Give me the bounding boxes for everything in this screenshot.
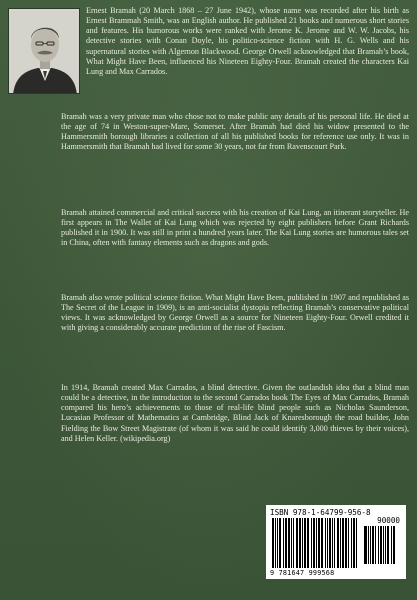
barcode-stripe: [368, 526, 369, 564]
barcode-stripe: [296, 518, 298, 568]
barcode-stripe: [387, 526, 389, 564]
barcode-stripe: [288, 518, 290, 568]
paragraph-private-life: Bramah was a very private man who chose not to make public any details of his personal life. He died at the age of 74 in Weston-super-Mare, Somerset. After Bramah had died his widow presented to the Hammersmith borough libraries a collection of all his published books for reference use only. It was in Hammersmith that Bramah had lived for some 30 years, not far from Ravenscourt Park.: [61, 112, 409, 152]
barcode-stripe: [283, 518, 284, 568]
paragraph-political-fiction: Bramah also wrote political science fiction. What Might Have Been, published in 1907 and republished as The Secret of the League in 1909), is an anti-socialist dystopia reflecting Bramah’s conservative political views. It was acknowledged by George Orwell as a source for Nineteen Eighty-Four. Orwell credited it with giving a considerably accurate prediction of the rise of Fascism.: [61, 293, 409, 333]
barcode-box: [266, 505, 406, 579]
barcode-stripe: [316, 518, 317, 568]
barcode-stripe: [380, 526, 382, 564]
barcode-number: 9 781647 999568: [270, 569, 335, 577]
barcode-stripe: [351, 518, 352, 568]
barcode-stripe: [275, 518, 276, 568]
barcode-stripe: [321, 518, 323, 568]
barcode-stripe: [337, 518, 339, 568]
barcode-stripe: [378, 526, 379, 564]
barcode-stripe: [348, 518, 349, 568]
barcode-stripe: [291, 518, 292, 568]
barcode-stripe: [293, 518, 294, 568]
paragraph-max-carrados: In 1914, Bramah created Max Carrados, a blind detective. Given the outlandish idea that a blind man could be a detective, in the introduction to the second Carrados book The Eyes of Max Carrados, Bramah compared his hero’s achievements to those of real-life blind people such as Nicholas Saunderson, Lucasian Professor of Mathematics at Cambridge, Blind Jack of Knaresborough the road builder, John Fielding the Bow Street Magistrate (of whom it was said he could identify 3,000 thieves by their voices), and Helen Keller. (wikipedia.org): [61, 383, 409, 443]
barcode-stripe: [334, 518, 335, 568]
barcode-stripe: [372, 526, 374, 564]
barcode-stripe: [329, 518, 331, 568]
barcode-stripe: [285, 518, 287, 568]
barcode-stripe: [342, 518, 344, 568]
barcode-stripe: [272, 518, 274, 568]
barcode-stripe: [311, 518, 312, 568]
paragraph-biography: Ernest Bramah (20 March 1868 – 27 June 1942), whose name was recorded after his birth as Ernest Brammah Smith, was an English author. He published 21 books and numerous short stories and features. His humorous works were ranked with Jerome K. Jerome and W. W. Jacobs, his detective stories with Conan Doyle, his politico-science fiction with H. G. Wells and his supernatural stories with Algernon Blackwood. George Orwell acknowledged that Bramah’s book, What Might Have Been, influenced his Nineteen Eighty-Four. Bramah created the characters Kai Lung and Max Carrados.: [86, 6, 409, 76]
barcode-stripe: [364, 526, 367, 564]
barcode-stripe: [313, 518, 315, 568]
price-barcode-icon: [364, 526, 398, 564]
barcode-stripe: [345, 518, 347, 568]
barcode-stripe: [299, 518, 301, 568]
barcode-stripe: [385, 526, 386, 564]
barcode-stripe: [302, 518, 303, 568]
barcode-icon: [272, 518, 360, 568]
barcode-stripe: [340, 518, 341, 568]
barcode-stripe: [383, 526, 384, 564]
barcode-stripe: [325, 518, 326, 568]
price-code: 90000: [377, 516, 400, 525]
isbn-label: ISBN 978-1-64799-956-8: [270, 508, 371, 517]
barcode-stripe: [304, 518, 306, 568]
barcode-stripe: [391, 526, 392, 564]
barcode-stripe: [277, 518, 278, 568]
barcode-stripe: [353, 518, 355, 568]
barcode-stripe: [318, 518, 320, 568]
barcode-stripe: [370, 526, 371, 564]
barcode-stripe: [393, 526, 395, 564]
paragraph-kai-lung: Bramah attained commercial and critical success with his creation of Kai Lung, an itinerant storyteller. He first appears in The Wallet of Kai Lung which was rejected by eight publishers before Grant Richards published it in 1900. It was still in print a hundred years later. The Kai Lung stories are humorous tales set in China, often with fantasy elements such as dragons and gods.: [61, 208, 409, 248]
barcode-stripe: [356, 518, 357, 568]
barcode-stripe: [332, 518, 333, 568]
barcode-stripe: [327, 518, 328, 568]
barcode-stripe: [307, 518, 309, 568]
barcode-stripe: [279, 518, 281, 568]
author-portrait-image: [8, 8, 80, 94]
author-portrait-icon: [9, 9, 80, 94]
barcode-stripe: [375, 526, 376, 564]
